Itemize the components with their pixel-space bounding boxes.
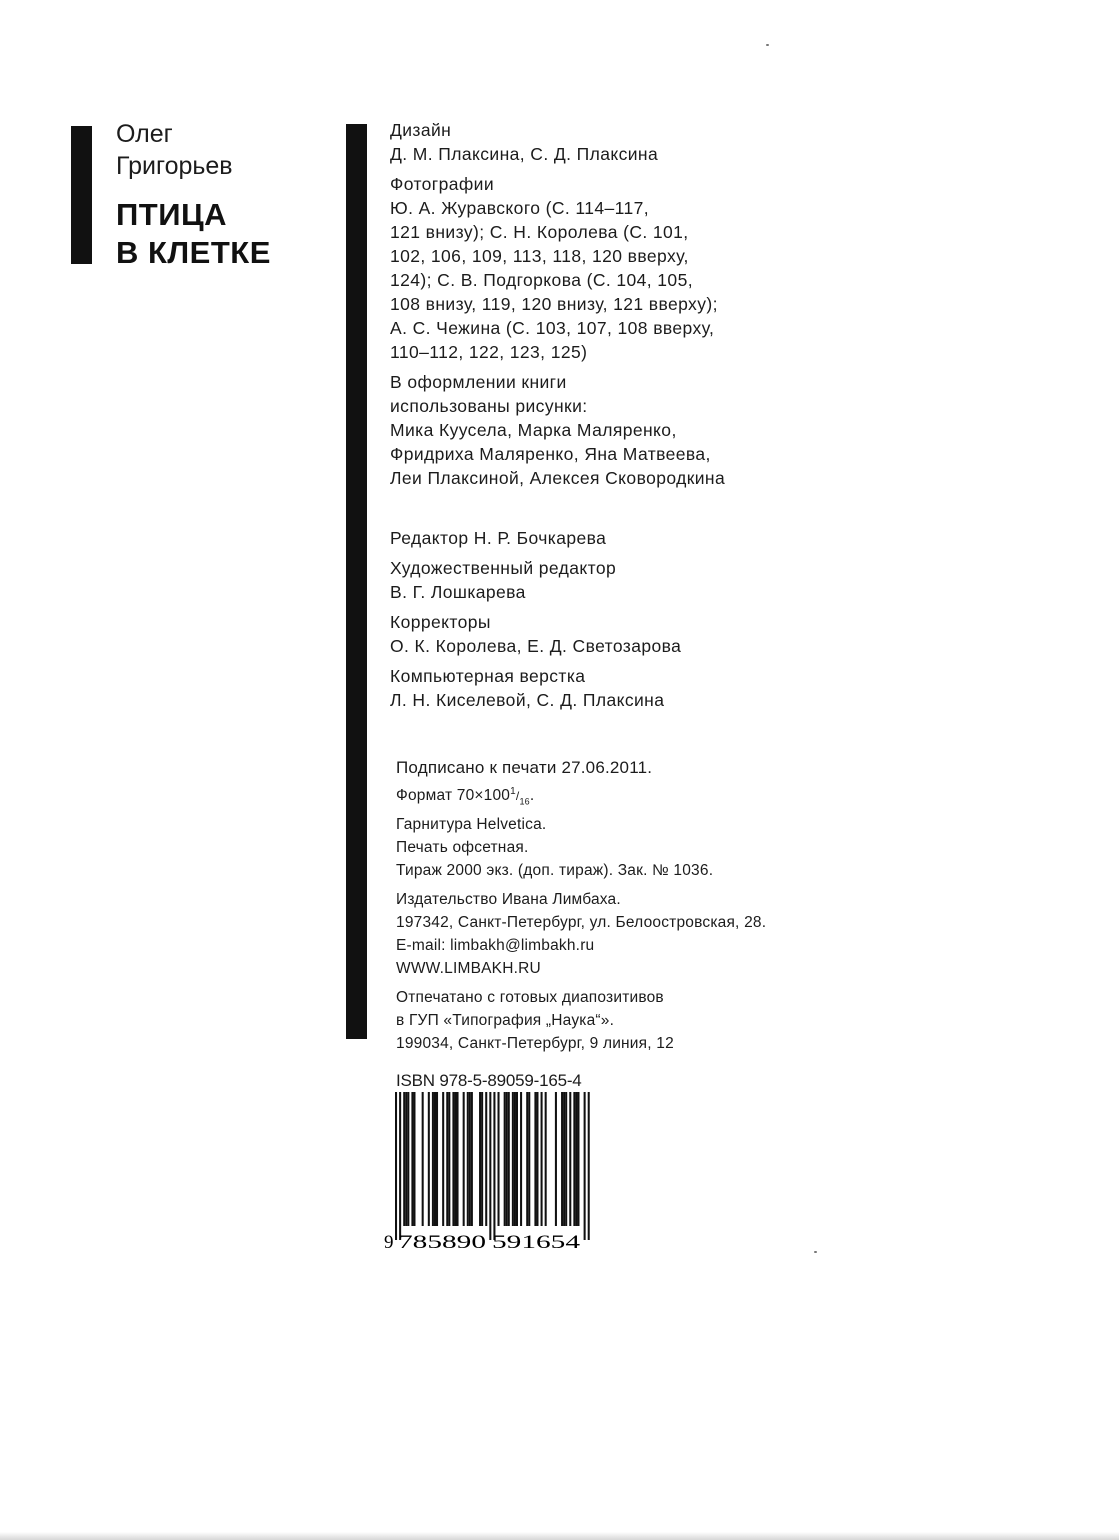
drawings-line: В оформлении книги bbox=[390, 372, 567, 392]
barcode-bar bbox=[434, 1092, 436, 1226]
barcode-bar bbox=[485, 1092, 487, 1226]
barcode-bar bbox=[463, 1092, 465, 1226]
barcode-bar bbox=[526, 1092, 528, 1226]
printer-line: Отпечатано с готовых диапозитивов bbox=[396, 989, 664, 1007]
barcode-bar bbox=[555, 1092, 557, 1226]
print-imprint bbox=[396, 756, 1096, 1055]
signed-to-print: Подписано к печати 27.06.2011. bbox=[396, 758, 653, 777]
barcode-bar bbox=[584, 1092, 586, 1240]
barcode-bar bbox=[508, 1092, 510, 1226]
barcode-bar bbox=[534, 1092, 536, 1226]
design-credit bbox=[390, 118, 1090, 166]
proofreaders-credit bbox=[390, 610, 1090, 658]
editor-line: Редактор Н. Р. Бочкарева bbox=[390, 528, 607, 548]
publisher-website: WWW.LIMBAKH.RU bbox=[396, 960, 541, 978]
barcode-bar bbox=[469, 1092, 471, 1226]
format-denominator: 16 bbox=[519, 796, 530, 807]
photos-credit bbox=[390, 172, 1090, 364]
proofreaders-heading: Корректоры bbox=[390, 612, 491, 632]
barcode-bar bbox=[541, 1092, 543, 1226]
drawings-credit bbox=[390, 370, 1090, 490]
drawings-line: использованы рисунки: bbox=[390, 396, 588, 416]
barcode-bar bbox=[411, 1092, 413, 1226]
barcode-bar bbox=[442, 1092, 444, 1226]
barcode-bar bbox=[432, 1092, 434, 1226]
layout-credit bbox=[390, 664, 1090, 712]
barcode-left-digits: 785890 bbox=[398, 1232, 486, 1252]
art-editor-credit bbox=[390, 556, 1090, 604]
page-bottom-edge bbox=[0, 1532, 1119, 1540]
book-title-line-2: В КЛЕТКЕ bbox=[116, 235, 271, 270]
author-name bbox=[116, 118, 233, 182]
section-gap bbox=[390, 496, 1090, 526]
barcode-bar bbox=[446, 1092, 448, 1226]
drawings-line: Леи Плаксиной, Алексея Сковородкина bbox=[390, 468, 726, 488]
barcode-bar bbox=[573, 1092, 575, 1226]
barcode-first-digit: 9 bbox=[384, 1232, 394, 1252]
barcode-bar bbox=[520, 1092, 522, 1226]
barcode-bar bbox=[454, 1092, 456, 1226]
barcode-bar bbox=[403, 1092, 405, 1226]
barcode-bar bbox=[413, 1092, 415, 1226]
barcode-bar bbox=[498, 1092, 500, 1226]
printer-line: 199034, Санкт-Петербург, 9 линия, 12 bbox=[396, 1035, 674, 1053]
right-accent-bar bbox=[346, 124, 367, 1039]
scan-speck bbox=[814, 1251, 817, 1253]
proofreaders-names: О. К. Королева, Е. Д. Светозарова bbox=[390, 636, 682, 656]
barcode-bar bbox=[588, 1092, 590, 1240]
barcode-bar bbox=[405, 1092, 407, 1226]
author-last-name: Григорьев bbox=[116, 152, 233, 180]
barcode-graphic bbox=[380, 1092, 602, 1252]
barcode-bar bbox=[395, 1092, 397, 1240]
barcode-bar bbox=[452, 1092, 454, 1226]
barcode-right-digits: 591654 bbox=[492, 1232, 581, 1252]
credits-column bbox=[390, 118, 1090, 718]
book-title-line-1: ПТИЦА bbox=[116, 197, 228, 232]
barcode-bar bbox=[545, 1092, 547, 1226]
photos-line: 108 внизу, 119, 120 внизу, 121 вверху); bbox=[390, 294, 718, 314]
scan-speck bbox=[766, 44, 769, 46]
drawings-line: Фридриха Маляренко, Яна Матвеева, bbox=[390, 444, 711, 464]
editor-credit bbox=[390, 526, 1090, 550]
barcode-bar bbox=[479, 1092, 481, 1226]
publisher-line: 197342, Санкт-Петербург, ул. Белоостровская, 28. bbox=[396, 914, 767, 932]
barcode-bar bbox=[489, 1092, 491, 1240]
photos-line: 102, 106, 109, 113, 118, 120 вверху, bbox=[390, 246, 689, 266]
author-first-name: Олег bbox=[116, 120, 173, 148]
barcode-bar bbox=[457, 1092, 459, 1226]
barcode-bar bbox=[561, 1092, 563, 1226]
publisher-line: Издательство Ивана Лимбаха. bbox=[396, 891, 621, 909]
photos-line: А. С. Чежина (С. 103, 107, 108 вверху, bbox=[390, 318, 715, 338]
barcode-bar bbox=[575, 1092, 577, 1226]
print-method-line: Печать офсетная. bbox=[396, 839, 529, 857]
format-prefix: Формат 70×100 bbox=[396, 787, 511, 805]
barcode-bar bbox=[448, 1092, 450, 1226]
barcode-bar bbox=[399, 1092, 401, 1240]
typeface-line: Гарнитура Helvetica. bbox=[396, 816, 547, 834]
layout-names: Л. Н. Киселевой, С. Д. Плаксина bbox=[390, 690, 665, 710]
barcode-bar bbox=[504, 1092, 506, 1226]
printer-line: в ГУП «Типография „Наука“». bbox=[396, 1012, 615, 1030]
print-run-line: Тираж 2000 экз. (доп. тираж). Зак. № 1036. bbox=[396, 862, 714, 880]
barcode-bar bbox=[422, 1092, 424, 1226]
photos-line: 121 внизу); С. Н. Королева (С. 101, bbox=[390, 222, 689, 242]
barcode-bar bbox=[428, 1092, 430, 1226]
art-editor-heading: Художественный редактор bbox=[390, 558, 617, 578]
left-accent-bar bbox=[71, 126, 92, 264]
barcode-bars bbox=[395, 1092, 590, 1240]
isbn-label: ISBN 978-5-89059-165-4 bbox=[396, 1071, 582, 1090]
isbn-barcode bbox=[380, 1092, 602, 1252]
barcode-bar bbox=[493, 1092, 495, 1240]
format-suffix: . bbox=[529, 787, 535, 805]
photos-line: 110–112, 122, 123, 125) bbox=[390, 342, 588, 362]
barcode-bar bbox=[528, 1092, 530, 1226]
art-editor-name: В. Г. Лошкарева bbox=[390, 582, 526, 602]
design-heading: Дизайн bbox=[390, 120, 452, 140]
barcode-bar bbox=[577, 1092, 579, 1226]
publisher-email: E-mail: limbakh@limbakh.ru bbox=[396, 937, 595, 955]
design-names: Д. М. Плаксина, С. Д. Плаксина bbox=[390, 144, 659, 164]
paper-format: Формат $70\times 100^1/_{16}$. bbox=[396, 786, 535, 807]
barcode-bar bbox=[536, 1092, 538, 1226]
barcode-bar bbox=[467, 1092, 469, 1226]
photos-line: 124); С. В. Подгоркова (С. 104, 105, bbox=[390, 270, 693, 290]
barcode-bar bbox=[514, 1092, 516, 1226]
barcode-bar bbox=[506, 1092, 508, 1226]
barcode-bar bbox=[565, 1092, 567, 1226]
barcode-bar bbox=[569, 1092, 571, 1226]
photos-heading: Фотографии bbox=[390, 174, 495, 194]
barcode-bar bbox=[481, 1092, 483, 1226]
barcode-bar bbox=[407, 1092, 409, 1226]
book-title bbox=[116, 196, 271, 272]
barcode-bar bbox=[436, 1092, 438, 1226]
barcode-bar bbox=[471, 1092, 473, 1226]
barcode-bar bbox=[512, 1092, 514, 1226]
drawings-line: Мика Куусела, Марка Маляренко, bbox=[390, 420, 677, 440]
barcode-bar bbox=[516, 1092, 518, 1226]
format-numerator: 1 bbox=[510, 786, 516, 797]
photos-line: Ю. А. Журавского (С. 114–117, bbox=[390, 198, 649, 218]
barcode-bar bbox=[563, 1092, 565, 1226]
layout-heading: Компьютерная верстка bbox=[390, 666, 586, 686]
